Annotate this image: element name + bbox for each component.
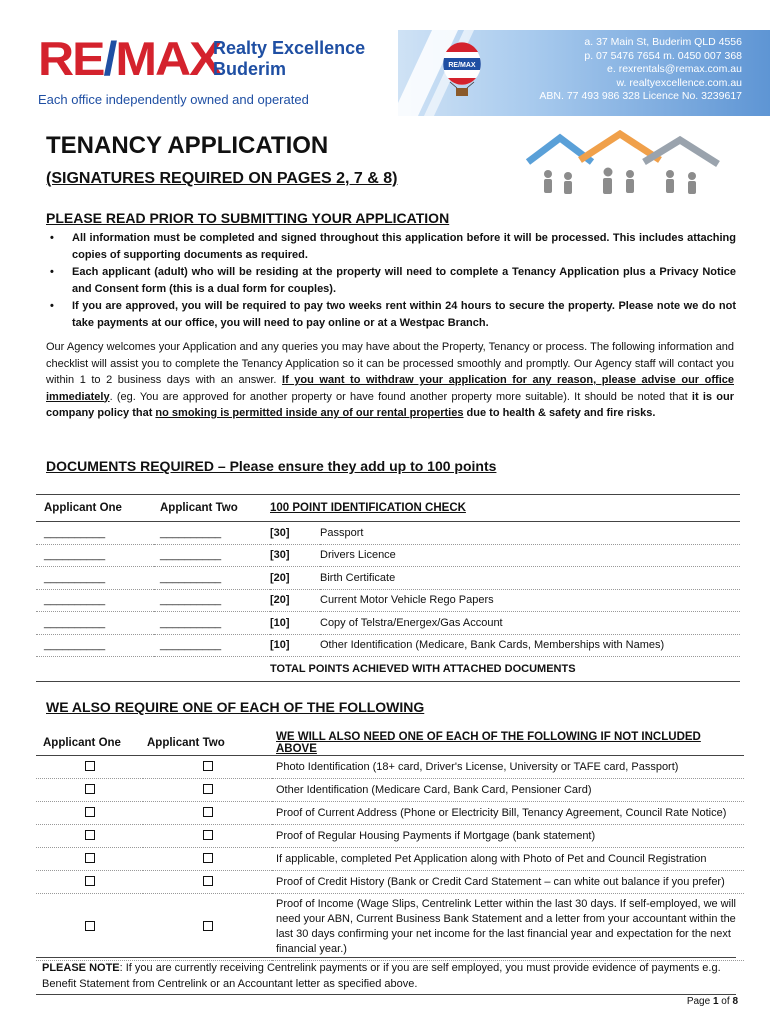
- additional-docs-table: [36, 731, 744, 961]
- no-smoking-policy: no smoking is permitted inside any of our rental properties: [155, 407, 464, 419]
- office-name-line1: Realty Excellence: [213, 38, 366, 58]
- table-row: __________ __________ [30] Drivers Licence: [36, 544, 740, 567]
- applicant-one-blank[interactable]: __________: [36, 522, 154, 545]
- applicant-two-checkbox[interactable]: [203, 830, 213, 840]
- points-table: [36, 494, 740, 682]
- logo-re-text: RE: [38, 32, 104, 86]
- applicant-one-blank[interactable]: __________: [36, 634, 154, 657]
- instructions-list: [46, 230, 736, 332]
- balloon-text: RE/MAX: [448, 62, 476, 69]
- applicant-one-checkbox[interactable]: [85, 761, 95, 771]
- table-header-row: [36, 495, 740, 522]
- table-row: __________ __________ [20] Birth Certificate: [36, 567, 740, 590]
- withdraw-notice: If you want to withdraw your application for any reason, please advise our office immediately: [46, 374, 734, 403]
- contact-abn: ABN. 77 493 986 328 Licence No. 3239617: [539, 90, 742, 102]
- contact-address: a. 37 Main St, Buderim QLD 4556: [584, 36, 742, 48]
- logo-slash: /: [103, 32, 116, 86]
- applicant-two-checkbox[interactable]: [203, 921, 213, 931]
- applicant-one-blank[interactable]: __________: [36, 589, 154, 612]
- page-number: Page 1 of 8: [686, 996, 738, 1007]
- page-title: TENANCY APPLICATION: [46, 132, 329, 159]
- applicant-two-blank[interactable]: __________: [154, 522, 270, 545]
- note-label: PLEASE NOTE: [42, 962, 120, 974]
- applicant-one-blank[interactable]: __________: [36, 567, 154, 590]
- applicant-one-checkbox[interactable]: [85, 853, 95, 863]
- applicant-one-checkbox[interactable]: [85, 921, 95, 931]
- contact-phone: p. 07 5476 7654 m. 0450 007 368: [584, 49, 742, 62]
- contact-details: [539, 36, 742, 104]
- applicant-one-checkbox[interactable]: [85, 830, 95, 840]
- applicant-two-blank[interactable]: __________: [154, 589, 270, 612]
- applicant-two-checkbox[interactable]: [203, 784, 213, 794]
- total-points-label: TOTAL POINTS ACHIEVED WITH ATTACHED DOCUMENTS: [270, 657, 740, 682]
- table-row: Proof of Credit History (Bank or Credit Card Statement – can white out balance if you prefer): [36, 871, 744, 894]
- applicant-two-blank[interactable]: __________: [154, 612, 270, 635]
- logo-max-text: MAX: [115, 32, 221, 86]
- col-requirements: WE WILL ALSO NEED ONE OF EACH OF THE FOLLOWING IF NOT INCLUDED ABOVE: [272, 731, 744, 756]
- applicant-two-checkbox[interactable]: [203, 761, 213, 771]
- applicant-one-checkbox[interactable]: [85, 784, 95, 794]
- total-points-row: [36, 657, 740, 682]
- office-name-line2: Buderim: [213, 59, 287, 79]
- contact-website: w. realtyexcellence.com.au: [616, 76, 742, 89]
- please-note: [36, 957, 736, 995]
- intro-paragraph: Our Agency welcomes your Application and any queries you may have about the Property, Tenancy or process. The following information and checklist will assist you to complete the Tenancy Application so it can be processed smoothly and promptly. Our Agency staff will contact you within 1 to 2 business days with an answer. If you want to withdraw your application for any reason, please advise our office immediately. (eg. You are approved for another property or have found another property more suitable). It should be noted that it is our company policy that no smoking is permitted inside any of our rental properties due to health & safety and fire risks.: [46, 341, 734, 419]
- applicant-two-checkbox[interactable]: [203, 807, 213, 817]
- table-row: Other Identification (Medicare Card, Bank Card, Pensioner Card): [36, 779, 744, 802]
- documents-heading: DOCUMENTS REQUIRED – Please ensure they add up to 100 points: [46, 458, 497, 474]
- list-item: • If you are approved, you will be required to pay two weeks rent within 24 hours to secure the property. Please note we do not take payments at our office, you will need to pay online or at a Westpac Branch.: [46, 298, 736, 331]
- read-prior-heading: PLEASE READ PRIOR TO SUBMITTING YOUR APPLICATION: [46, 210, 450, 226]
- col-applicant-two: Applicant Two: [154, 495, 270, 522]
- table-row: Proof of Current Address (Phone or Electricity Bill, Tenancy Agreement, Council Rate Notice): [36, 802, 744, 825]
- applicant-one-checkbox[interactable]: [85, 807, 95, 817]
- applicant-two-checkbox[interactable]: [203, 876, 213, 886]
- applicant-two-checkbox[interactable]: [203, 853, 213, 863]
- table-row: Proof of Regular Housing Payments if Mortgage (bank statement): [36, 825, 744, 848]
- office-name: [213, 38, 365, 80]
- balloon-logo-icon: [440, 42, 484, 107]
- also-require-heading: WE ALSO REQUIRE ONE OF EACH OF THE FOLLOWING: [46, 699, 425, 715]
- applicant-two-blank[interactable]: __________: [154, 634, 270, 657]
- table-row: __________ __________ [10] Other Identification (Medicare, Bank Cards, Memberships with Names): [36, 634, 740, 657]
- table-row: __________ __________ [30] Passport: [36, 522, 740, 545]
- col-applicant-two: Applicant Two: [143, 731, 272, 756]
- table-row: Photo Identification (18+ card, Driver's License, University or TAFE card, Passport): [36, 756, 744, 779]
- list-item: • Each applicant (adult) who will be residing at the property will need to complete a Tenancy Application plus a Privacy Notice and Consent form (this is a dual form for couples).: [46, 264, 736, 297]
- table-header-row: [36, 731, 744, 756]
- table-row: Proof of Income (Wage Slips, Centrelink Letter within the last 30 days. If self-employed, we will need your ABN, Current Business Bank Statement and a letter from your accountant within the last 30 days confirming your net income for the last financial year and expectation for the next financial year.): [36, 894, 744, 961]
- table-row: __________ __________ [10] Copy of Telstra/Energex/Gas Account: [36, 612, 740, 635]
- houses-people-icon: [520, 130, 740, 211]
- tagline: Each office independently owned and operated: [38, 92, 309, 107]
- table-row: If applicable, completed Pet Application along with Photo of Pet and Council Registration: [36, 848, 744, 871]
- col-identification-check: 100 POINT IDENTIFICATION CHECK: [270, 495, 740, 522]
- applicant-one-blank[interactable]: __________: [36, 544, 154, 567]
- applicant-one-checkbox[interactable]: [85, 876, 95, 886]
- list-item: • All information must be completed and signed throughout this application before it will be processed. This includes attaching copies of supporting documents as required.: [46, 230, 736, 263]
- table-row: __________ __________ [20] Current Motor Vehicle Rego Papers: [36, 589, 740, 612]
- applicant-one-blank[interactable]: __________: [36, 612, 154, 635]
- col-applicant-one: Applicant One: [36, 495, 154, 522]
- applicant-two-blank[interactable]: __________: [154, 567, 270, 590]
- col-applicant-one: Applicant One: [36, 731, 143, 756]
- page-subtitle: (SIGNATURES REQUIRED ON PAGES 2, 7 & 8): [46, 170, 398, 187]
- applicant-two-blank[interactable]: __________: [154, 544, 270, 567]
- remax-logo: [38, 32, 221, 86]
- contact-email: e. rexrentals@remax.com.au: [607, 63, 742, 75]
- note-text: : If you are currently receiving Centrelink payments or if you are self employed, you must provide evidence of payments e.g. Benefit Statement from Centrelink or an Accountant letter as specified above.: [42, 962, 721, 990]
